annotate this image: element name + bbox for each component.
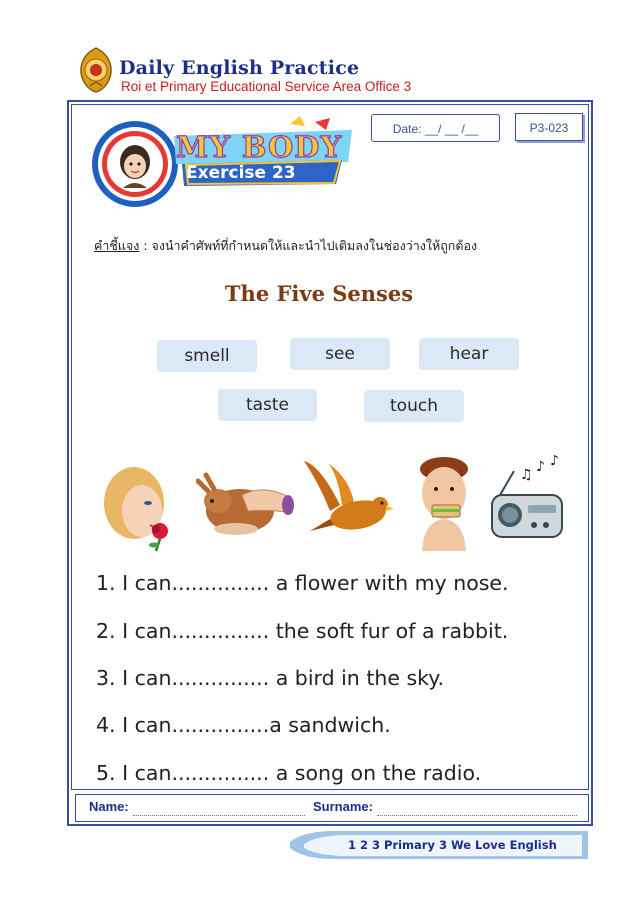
badge-exercise: Exercise 23 — [186, 163, 296, 183]
word-chip-see[interactable]: see — [290, 338, 390, 370]
name-label: Name: — [89, 799, 129, 814]
eating-sandwich-picture — [410, 455, 478, 555]
smelling-flower-picture — [98, 455, 178, 555]
sentence-3: 3. I can............... a bird in the sky. — [96, 666, 445, 690]
petting-rabbit-picture — [196, 455, 296, 555]
date-field[interactable]: Date: __/ __ /__ — [371, 114, 500, 142]
svg-text:♪: ♪ — [536, 459, 545, 475]
svg-text:♪: ♪ — [550, 455, 559, 469]
svg-text:♫: ♫ — [520, 467, 533, 483]
name-field[interactable] — [133, 815, 305, 816]
instruction-label: คำชี้แจง — [94, 238, 140, 253]
radio-music-picture — [488, 455, 572, 555]
worksheet-code-badge: P3-023 — [515, 113, 583, 141]
sentence-2: 2. I can............... the soft fur of a rabbit. — [96, 619, 509, 643]
header-title: Daily English Practice — [119, 57, 360, 79]
word-chip-smell[interactable]: smell — [157, 340, 257, 372]
word-chip-touch[interactable]: touch — [364, 390, 464, 422]
school-seal-logo — [76, 46, 116, 94]
badge-title: MY BODY — [176, 130, 343, 164]
header-subtitle: Roi et Primary Educational Service Area Office 3 — [121, 79, 412, 94]
sentence-1: 1. I can............... a flower with my nose. — [96, 571, 509, 595]
instruction — [94, 236, 477, 256]
sentence-5: 5. I can............... a song on the radio. — [96, 761, 482, 785]
word-chip-taste[interactable]: taste — [218, 389, 317, 421]
flying-bird-picture — [300, 455, 396, 555]
surname-field[interactable] — [377, 815, 577, 816]
word-chip-hear[interactable]: hear — [419, 338, 519, 370]
instruction-text: : จงนำคำศัพท์ที่กำหนดให้และนำไปเติมลงในช่องว่างให้ถูกต้อง — [139, 238, 478, 253]
topic-title: The Five Senses — [224, 281, 414, 306]
sentence-4: 4. I can...............a sandwich. — [96, 713, 391, 737]
footer-tagline: 1 2 3 Primary 3 We Love English — [348, 838, 557, 852]
surname-label: Surname: — [313, 799, 373, 814]
